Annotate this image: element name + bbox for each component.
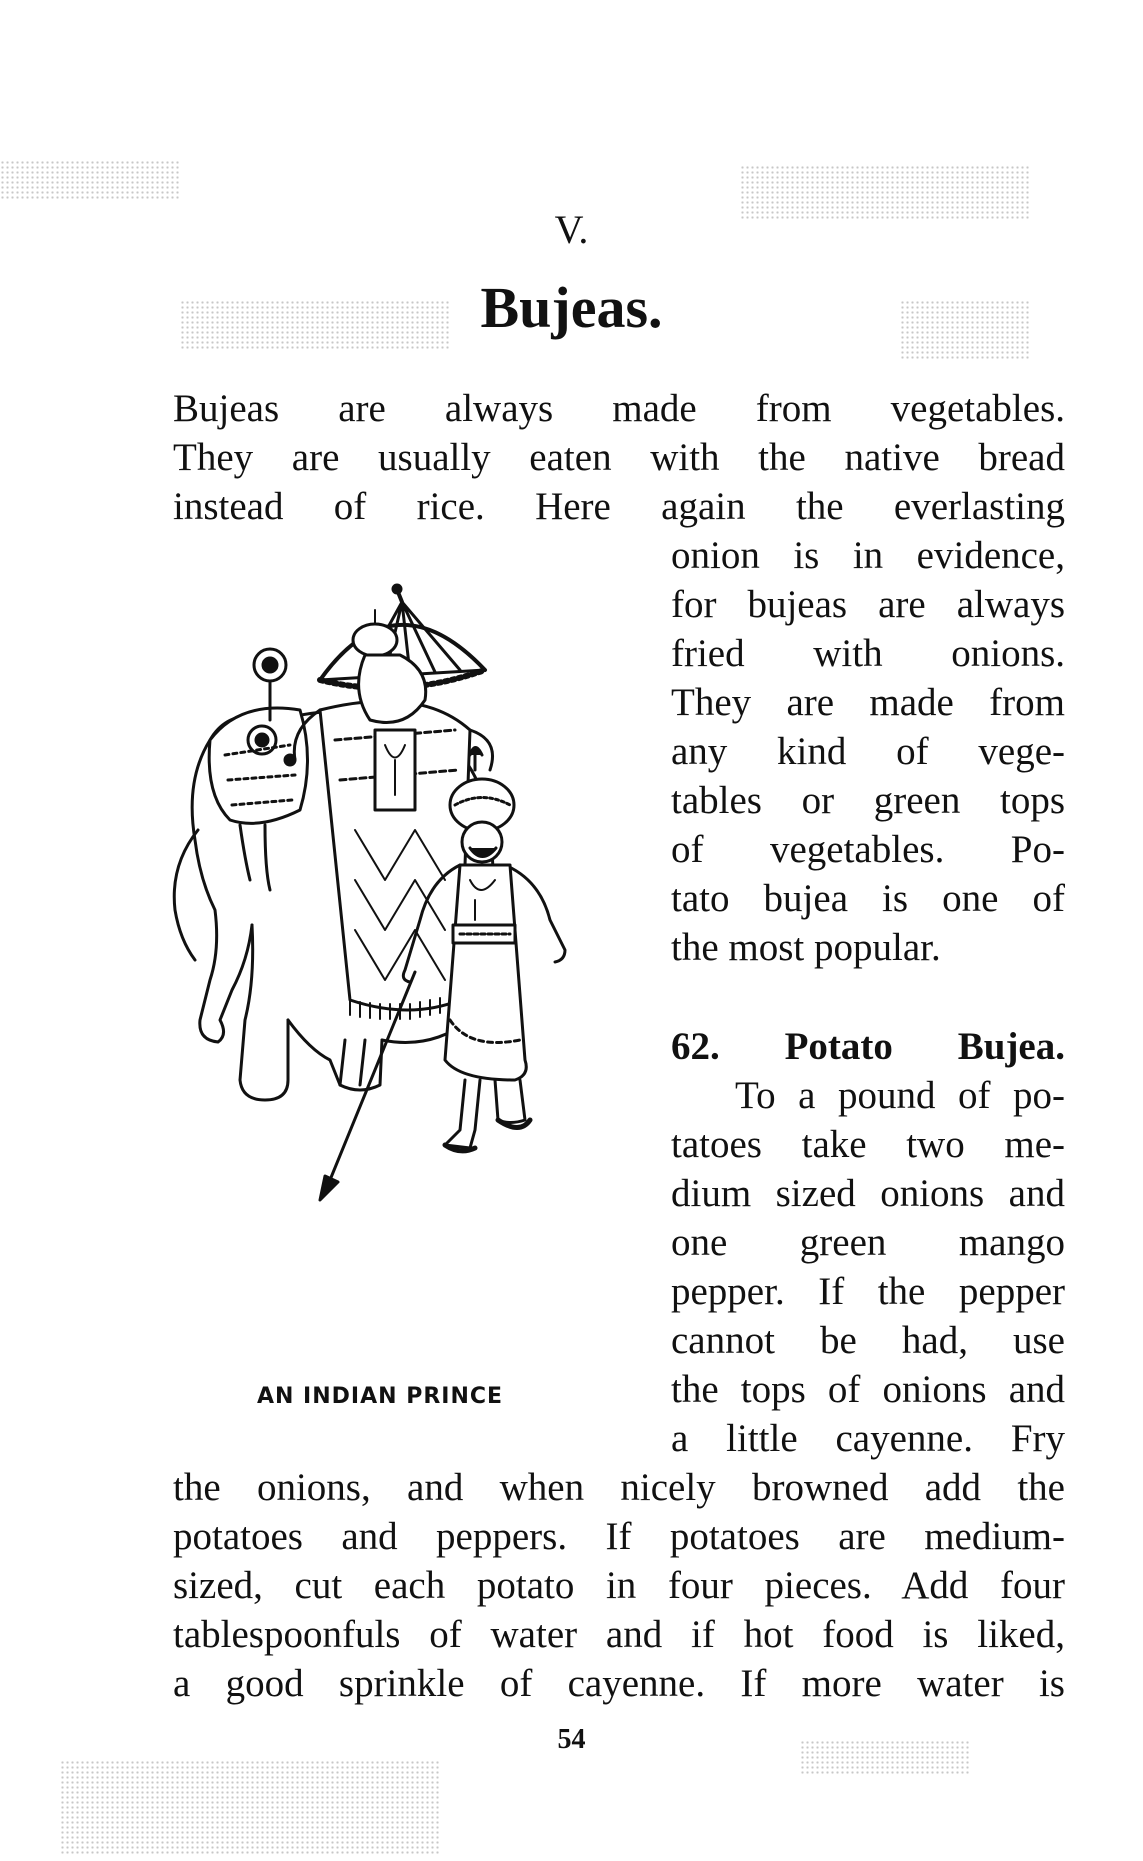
chapter-number: V. bbox=[554, 207, 589, 252]
recipe-line: tablespoonfuls of water and if hot food is liked, bbox=[173, 1613, 1065, 1656]
intro-line: Bujeas are always made from vegetables. bbox=[173, 387, 1065, 430]
print-speck bbox=[0, 160, 180, 200]
intro-line: They are usually eaten with the native bread bbox=[173, 436, 1065, 479]
intro-line: the most popular. bbox=[671, 926, 941, 969]
intro-line: any kind of vege- bbox=[671, 730, 1065, 773]
chapter-title: Bujeas. bbox=[480, 275, 663, 340]
illustration-caption: AN INDIAN PRINCE bbox=[256, 1384, 504, 1409]
intro-line: tato bujea is one of bbox=[671, 877, 1065, 920]
recipe-line: one green mango bbox=[671, 1221, 1065, 1264]
recipe-line: a good sprinkle of cayenne. If more water is bbox=[173, 1662, 1065, 1705]
recipe-line: a little cayenne. Fry bbox=[671, 1417, 1065, 1460]
intro-line: instead of rice. Here again the everlasting bbox=[173, 485, 1065, 528]
recipe-line: To a pound of po- bbox=[735, 1074, 1065, 1117]
indian-prince-illustration bbox=[170, 580, 670, 1380]
intro-line: fried with onions. bbox=[671, 632, 1065, 675]
recipe-line: the onions, and when nicely browned add the bbox=[173, 1466, 1065, 1509]
recipe-line: sized, cut each potato in four pieces. Add four bbox=[173, 1564, 1065, 1607]
intro-line: They are made from bbox=[671, 681, 1065, 724]
recipe-line: the tops of onions and bbox=[671, 1368, 1065, 1411]
intro-line: for bujeas are always bbox=[671, 583, 1065, 626]
intro-line: onion is in evidence, bbox=[671, 534, 1065, 577]
recipe-line: tatoes take two me- bbox=[671, 1123, 1065, 1166]
page-number: 54 bbox=[557, 1724, 586, 1755]
recipe-heading: 62. Potato Bujea. bbox=[671, 1025, 1065, 1068]
recipe-line: pepper. If the pepper bbox=[671, 1270, 1065, 1313]
recipe-line: cannot be had, use bbox=[671, 1319, 1065, 1362]
print-speck bbox=[60, 1760, 440, 1855]
intro-line: tables or green tops bbox=[671, 779, 1065, 822]
intro-line: of vegetables. Po- bbox=[671, 828, 1065, 871]
recipe-line: dium sized onions and bbox=[671, 1172, 1065, 1215]
recipe-line: potatoes and peppers. If potatoes are medium- bbox=[173, 1515, 1065, 1558]
